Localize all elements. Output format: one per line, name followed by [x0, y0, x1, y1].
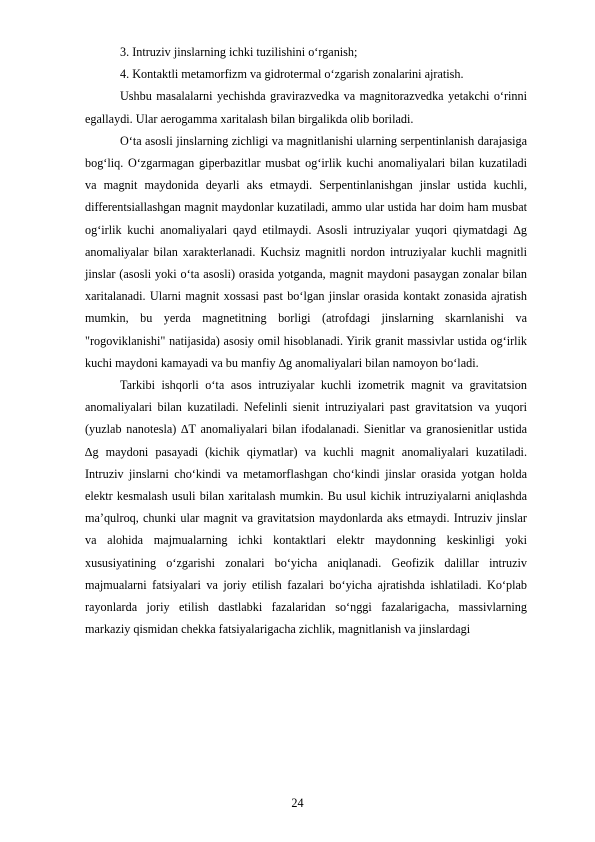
list-item-3: 3. Intruziv jinslarning ichki tuzilishini o‘rganish;	[120, 45, 358, 59]
page-body	[85, 41, 527, 640]
paragraph-alkaline-intrusions: Tarkibi ishqorli o‘ta asos intruziyalar kuchli izometrik magnit va gravitatsion anomaliyalari bilan kuzatiladi. Nefelinli sienit intruziyalari past gravitatsion va yuqori (yuzlab nanotesla) ∆T anomaliyalari bilan ifodalanadi. Sienitlar va granosienitlar ustida ∆g maydoni pasayadi (kichik qiymatlar) va kuchli magnit anomaliyalari kuzatiladi. Intruziv jinslarni cho‘kindi va metamorflashgan cho‘kindi jinslar orasida yotgan holda elektr kesmalash usuli bilan xaritalash mumkin. Bu usul kichik intruziyalarni aniqlashda ma’qulroq, chunki ular magnit va gravitatsion maydonlarda aks etmaydi. Intruziv jinslar va alohida majmualarning ichki kontaktlari elektr maydonning keskinligi yoki xususiyatining o‘zgarishi zonalari bo‘yicha aniqlanadi. Geofizik dalillar intruziv majmualarni fatsiyalari va joriy etilish fazalari bo‘yicha ajratishda ishlatiladi. Ko‘plab rayonlarda joriy etilish dastlabki fazalaridan so‘nggi fazalarigacha, massivlarning markaziy qismidan chekka fatsiyalarigacha zichlik, magnitlanish va jinslardagi	[85, 378, 527, 637]
page-number: 24	[291, 796, 304, 810]
paragraph-methods: Ushbu masalalarni yechishda gravirazvedka va magnitorazvedka yetakchi o‘rinni egallaydi. Ular aerogamma xaritalash bilan birgalikda olib boriladi.	[85, 89, 527, 126]
list-item-4: 4. Kontaktli metamorfizm va gidrotermal o‘zgarish zonalarini ajratish.	[120, 67, 464, 82]
paragraph-ultrabasic-rocks: O‘ta asosli jinslarning zichligi va magnitlanishi ularning serpentinlanish darajasiga bog‘liq. O‘zgarmagan giperbazitlar musbat og‘irlik kuchi anomaliyalari bilan kuzatiladi va magnit maydonida deyarli aks etmaydi. Serpentinlanishgan jinslar ustida kuchli, differentsiallashgan magnit maydonlar kuzatiladi, ammo ular ustida har doim ham musbat og‘irlik kuchi anomaliyalari qayd etilmaydi. Asosli intruziyalar yuqori qiymatdagi ∆g anomaliyalar bilan xarakterlanadi. Kuchsiz magnitli nordon intruziyalar kuchli magnitli jinslar (asosli yoki o‘ta asosli) orasida yotganda, magnit maydoni pasaygan zonalar bilan xaritalanadi. Ularni magnit xossasi past bo‘lgan jinslar orasida kontakt zonasida ajratish mumkin, bu yerda magnetitning borligi (atrofdagi jinslarning skarnlanishi va "rogoviklanishi" natijasida) asosiy omil hisoblanadi. Yirik granit massivlar ustida og‘irlik kuchi maydoni kamayadi va bu manfiy ∆g anomaliyalari bilan namoyon bo‘ladi.	[85, 133, 527, 370]
